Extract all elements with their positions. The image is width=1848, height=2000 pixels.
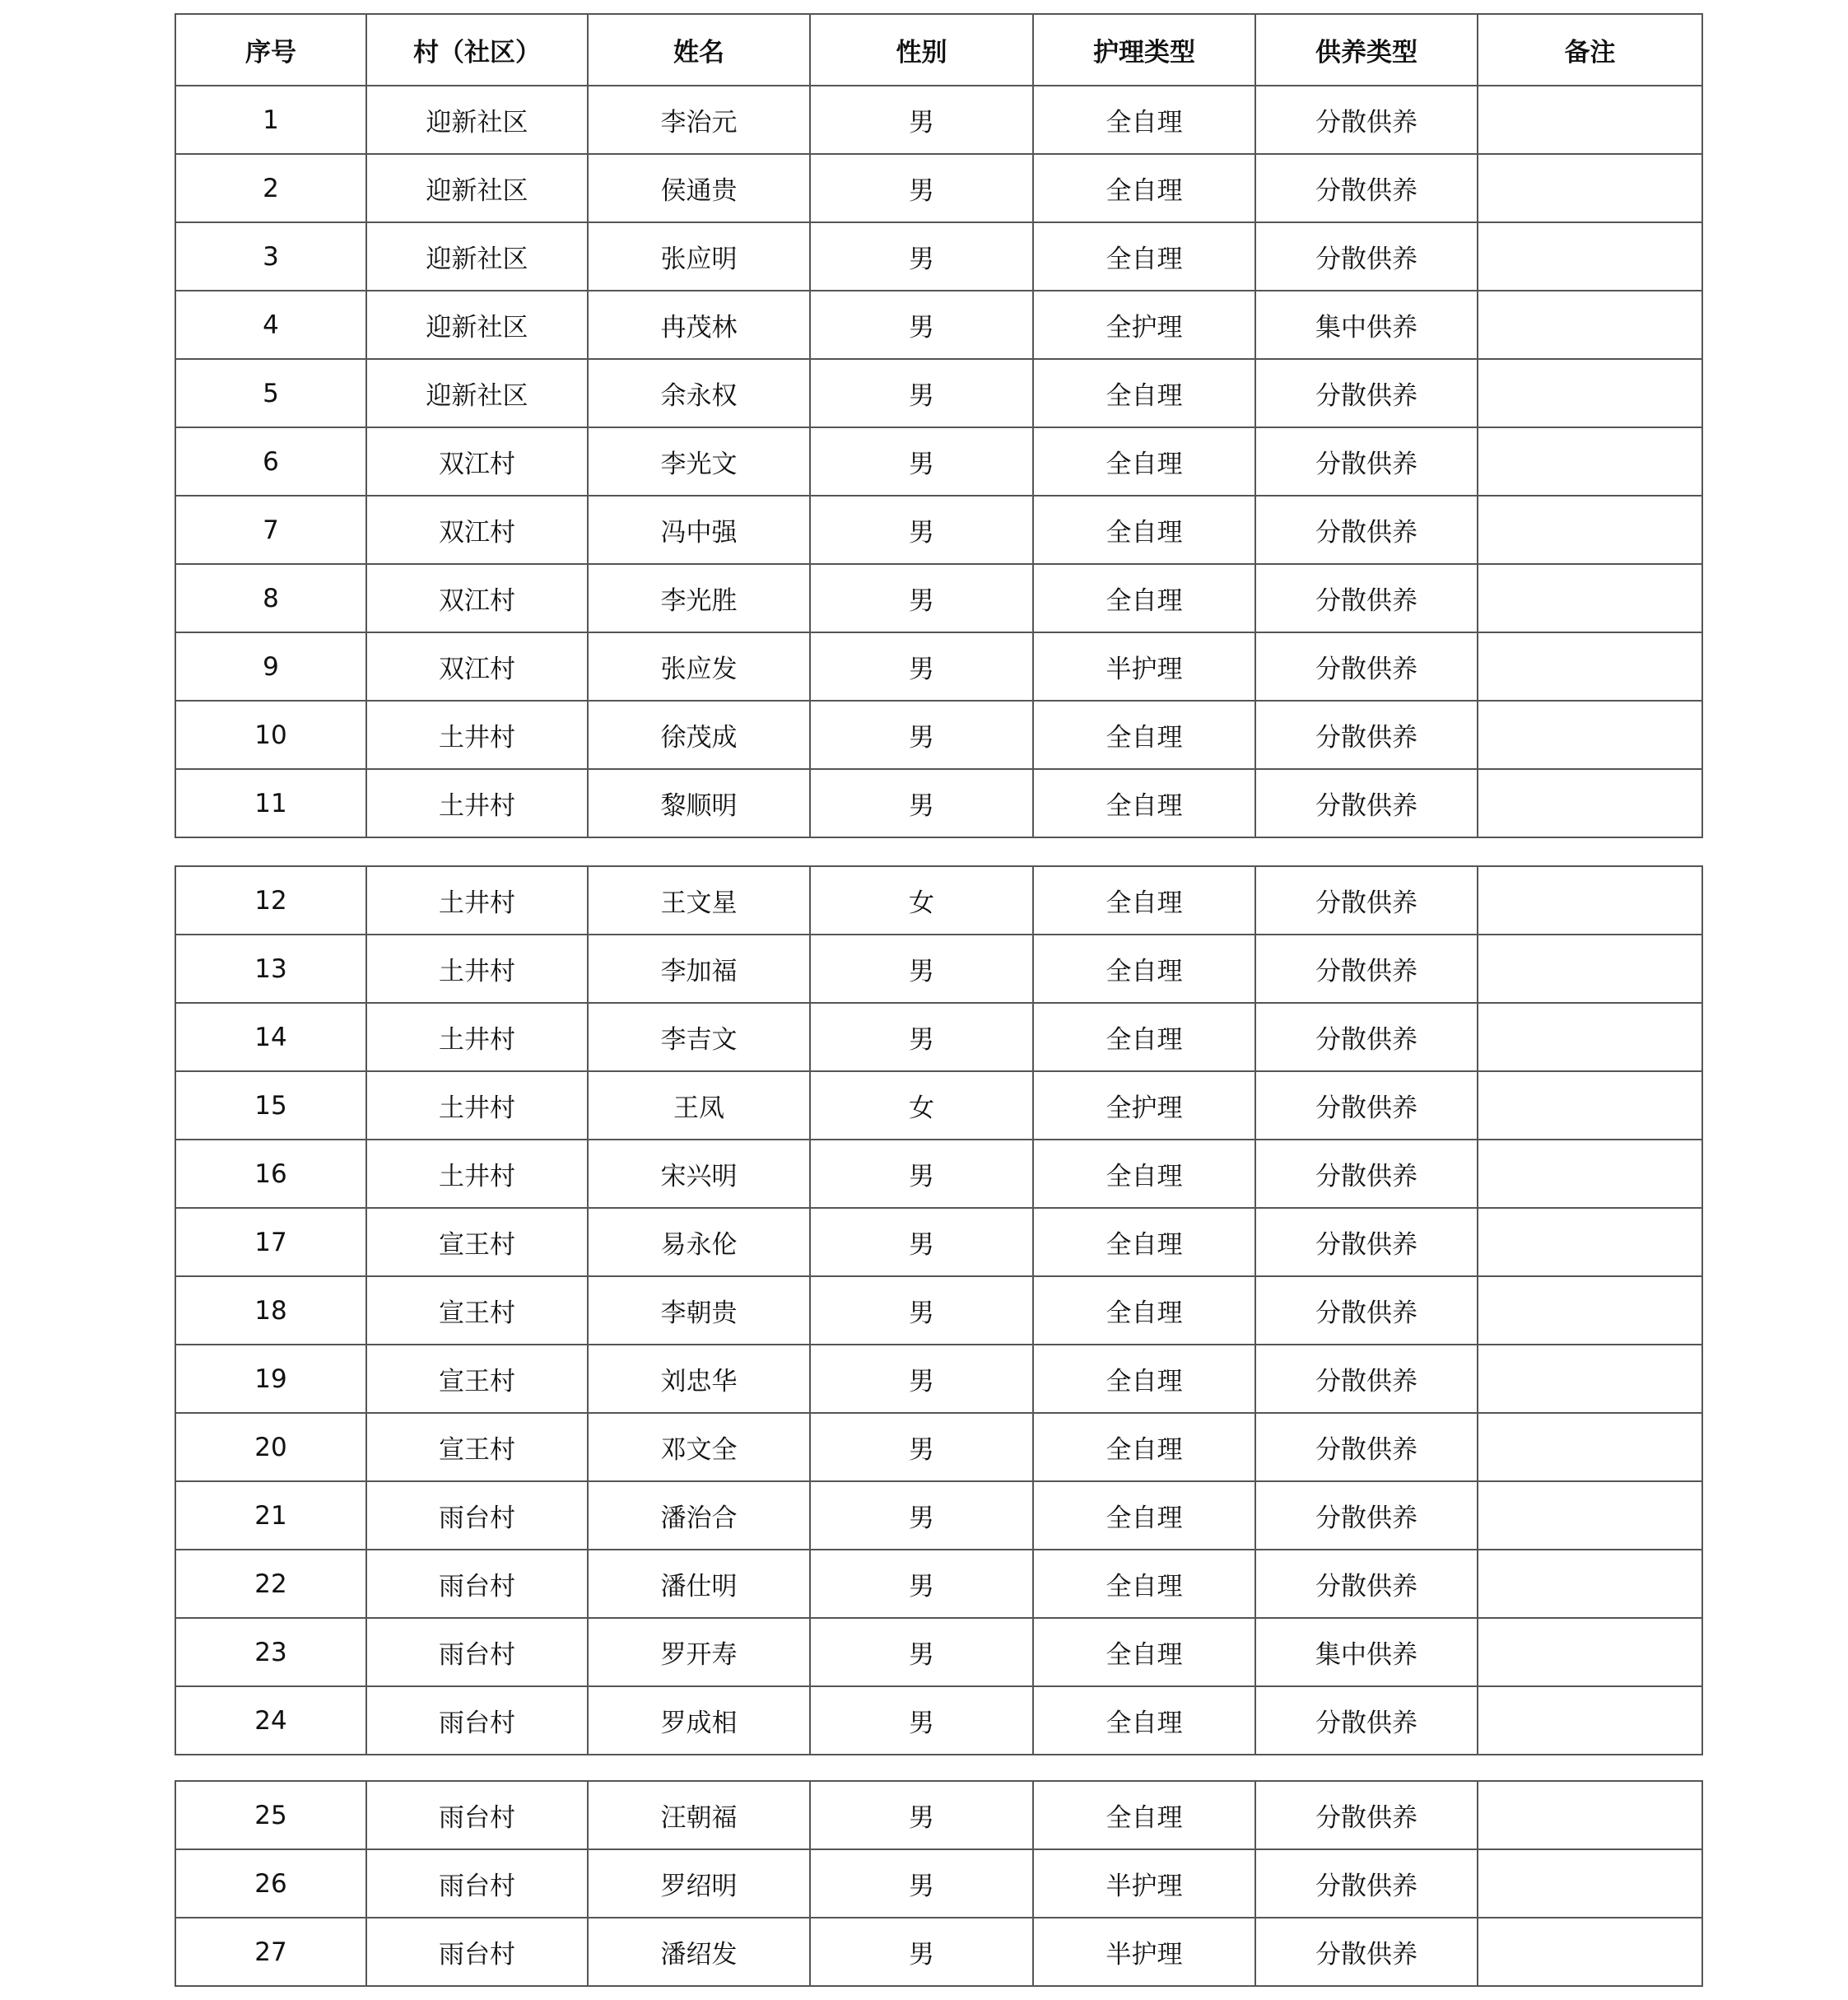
cell-village: 双江村 [366, 632, 588, 701]
cell-index: 18 [175, 1276, 366, 1345]
cell-remarks [1478, 1618, 1702, 1686]
table-row [175, 1003, 1702, 1071]
cell-remarks [1478, 1481, 1702, 1550]
cell-gender: 男 [810, 1618, 1033, 1686]
cell-care-type: 全护理 [1033, 1071, 1255, 1140]
cell-care-type: 全自理 [1033, 427, 1255, 496]
cell-gender: 男 [810, 1686, 1033, 1755]
cell-index: 19 [175, 1345, 366, 1413]
cell-name: 冉茂林 [588, 291, 810, 359]
cell-name: 李吉文 [588, 1003, 810, 1071]
cell-gender: 男 [810, 1276, 1033, 1345]
table-row [175, 1849, 1702, 1918]
cell-gender: 男 [810, 935, 1033, 1003]
table-row [175, 1345, 1702, 1413]
cell-support-type: 集中供养 [1255, 1618, 1478, 1686]
cell-index: 25 [175, 1781, 366, 1849]
header-remarks: 备注 [1478, 14, 1702, 86]
cell-gender: 男 [810, 359, 1033, 427]
cell-village: 宣王村 [366, 1276, 588, 1345]
table-row [175, 1781, 1702, 1849]
cell-remarks [1478, 1413, 1702, 1481]
cell-care-type: 全自理 [1033, 564, 1255, 632]
cell-care-type: 全自理 [1033, 1140, 1255, 1208]
cell-care-type: 全自理 [1033, 222, 1255, 291]
cell-support-type: 分散供养 [1255, 1481, 1478, 1550]
cell-gender: 男 [810, 496, 1033, 564]
table-row [175, 1071, 1702, 1140]
cell-name: 李光文 [588, 427, 810, 496]
table-row [175, 1208, 1702, 1276]
cell-support-type: 分散供养 [1255, 1550, 1478, 1618]
cell-remarks [1478, 359, 1702, 427]
cell-village: 迎新社区 [366, 154, 588, 222]
cell-remarks [1478, 935, 1702, 1003]
cell-gender: 女 [810, 1071, 1033, 1140]
cell-index: 4 [175, 291, 366, 359]
cell-name: 潘仕明 [588, 1550, 810, 1618]
table-row [175, 769, 1702, 837]
cell-care-type: 全自理 [1033, 1550, 1255, 1618]
cell-index: 22 [175, 1550, 366, 1618]
header-village: 村（社区） [366, 14, 588, 86]
cell-care-type: 全自理 [1033, 935, 1255, 1003]
cell-care-type: 全自理 [1033, 154, 1255, 222]
table-header-row [175, 14, 1702, 86]
cell-index: 10 [175, 701, 366, 769]
table-row [175, 291, 1702, 359]
cell-care-type: 全自理 [1033, 496, 1255, 564]
cell-gender: 男 [810, 427, 1033, 496]
table-row [175, 1413, 1702, 1481]
cell-village: 宣王村 [366, 1345, 588, 1413]
cell-care-type: 全自理 [1033, 701, 1255, 769]
cell-index: 16 [175, 1140, 366, 1208]
cell-village: 土井村 [366, 1003, 588, 1071]
cell-name: 余永权 [588, 359, 810, 427]
cell-village: 土井村 [366, 935, 588, 1003]
cell-remarks [1478, 222, 1702, 291]
cell-support-type: 分散供养 [1255, 935, 1478, 1003]
cell-gender: 男 [810, 632, 1033, 701]
cell-name: 王凤 [588, 1071, 810, 1140]
cell-village: 双江村 [366, 496, 588, 564]
cell-index: 11 [175, 769, 366, 837]
header-gender: 性别 [810, 14, 1033, 86]
cell-remarks [1478, 1550, 1702, 1618]
table-row [175, 1140, 1702, 1208]
cell-support-type: 分散供养 [1255, 866, 1478, 935]
cell-gender: 男 [810, 1140, 1033, 1208]
cell-remarks [1478, 154, 1702, 222]
cell-remarks [1478, 701, 1702, 769]
cell-care-type: 半护理 [1033, 1918, 1255, 1986]
cell-care-type: 全自理 [1033, 86, 1255, 154]
cell-remarks [1478, 564, 1702, 632]
cell-name: 罗开寿 [588, 1618, 810, 1686]
cell-name: 张应发 [588, 632, 810, 701]
cell-support-type: 分散供养 [1255, 86, 1478, 154]
cell-remarks [1478, 632, 1702, 701]
cell-village: 雨台村 [366, 1849, 588, 1918]
cell-support-type: 分散供养 [1255, 701, 1478, 769]
cell-care-type: 全自理 [1033, 769, 1255, 837]
table-row [175, 935, 1702, 1003]
table-row [175, 866, 1702, 935]
cell-village: 雨台村 [366, 1686, 588, 1755]
cell-remarks [1478, 866, 1702, 935]
cell-support-type: 分散供养 [1255, 1686, 1478, 1755]
cell-care-type: 全自理 [1033, 1413, 1255, 1481]
table-row [175, 632, 1702, 701]
cell-support-type: 分散供养 [1255, 1071, 1478, 1140]
cell-index: 26 [175, 1849, 366, 1918]
cell-village: 雨台村 [366, 1781, 588, 1849]
cell-support-type: 分散供养 [1255, 359, 1478, 427]
cell-care-type: 全自理 [1033, 1345, 1255, 1413]
cell-index: 23 [175, 1618, 366, 1686]
cell-name: 邓文全 [588, 1413, 810, 1481]
cell-village: 宣王村 [366, 1208, 588, 1276]
cell-care-type: 半护理 [1033, 632, 1255, 701]
table-row [175, 154, 1702, 222]
cell-index: 9 [175, 632, 366, 701]
cell-gender: 男 [810, 1849, 1033, 1918]
table-row [175, 1550, 1702, 1618]
cell-gender: 男 [810, 1481, 1033, 1550]
cell-village: 土井村 [366, 1140, 588, 1208]
cell-remarks [1478, 1849, 1702, 1918]
cell-care-type: 全自理 [1033, 866, 1255, 935]
cell-village: 宣王村 [366, 1413, 588, 1481]
cell-care-type: 全自理 [1033, 1276, 1255, 1345]
cell-village: 迎新社区 [366, 291, 588, 359]
cell-care-type: 全自理 [1033, 1208, 1255, 1276]
cell-name: 侯通贵 [588, 154, 810, 222]
cell-index: 24 [175, 1686, 366, 1755]
cell-remarks [1478, 1345, 1702, 1413]
cell-care-type: 全自理 [1033, 359, 1255, 427]
cell-care-type: 全自理 [1033, 1481, 1255, 1550]
cell-index: 21 [175, 1481, 366, 1550]
cell-remarks [1478, 1686, 1702, 1755]
cell-gender: 男 [810, 1781, 1033, 1849]
cell-gender: 男 [810, 222, 1033, 291]
cell-care-type: 全护理 [1033, 291, 1255, 359]
cell-village: 土井村 [366, 866, 588, 935]
cell-name: 罗绍明 [588, 1849, 810, 1918]
table-row [175, 427, 1702, 496]
cell-village: 土井村 [366, 1071, 588, 1140]
cell-support-type: 分散供养 [1255, 769, 1478, 837]
table-row [175, 86, 1702, 154]
cell-village: 双江村 [366, 564, 588, 632]
table-row [175, 496, 1702, 564]
cell-index: 5 [175, 359, 366, 427]
cell-village: 迎新社区 [366, 86, 588, 154]
cell-gender: 男 [810, 154, 1033, 222]
cell-index: 1 [175, 86, 366, 154]
cell-index: 12 [175, 866, 366, 935]
cell-support-type: 分散供养 [1255, 564, 1478, 632]
cell-gender: 男 [810, 291, 1033, 359]
cell-gender: 男 [810, 1208, 1033, 1276]
cell-remarks [1478, 1918, 1702, 1986]
cell-remarks [1478, 1208, 1702, 1276]
cell-remarks [1478, 291, 1702, 359]
cell-village: 迎新社区 [366, 222, 588, 291]
table-row [175, 222, 1702, 291]
cell-support-type: 分散供养 [1255, 1345, 1478, 1413]
cell-care-type: 半护理 [1033, 1849, 1255, 1918]
table-row [175, 1686, 1702, 1755]
cell-name: 易永伦 [588, 1208, 810, 1276]
cell-gender: 男 [810, 564, 1033, 632]
cell-support-type: 分散供养 [1255, 632, 1478, 701]
cell-name: 李治元 [588, 86, 810, 154]
table-body-part-2 [175, 866, 1702, 1755]
cell-support-type: 分散供养 [1255, 1003, 1478, 1071]
cell-remarks [1478, 1003, 1702, 1071]
table-row [175, 1276, 1702, 1345]
cell-support-type: 分散供养 [1255, 427, 1478, 496]
cell-gender: 男 [810, 1003, 1033, 1071]
cell-name: 黎顺明 [588, 769, 810, 837]
cell-name: 李光胜 [588, 564, 810, 632]
cell-name: 王文星 [588, 866, 810, 935]
cell-remarks [1478, 1276, 1702, 1345]
cell-index: 8 [175, 564, 366, 632]
table-row [175, 1618, 1702, 1686]
cell-name: 刘忠华 [588, 1345, 810, 1413]
cell-village: 雨台村 [366, 1550, 588, 1618]
cell-support-type: 分散供养 [1255, 1140, 1478, 1208]
cell-remarks [1478, 496, 1702, 564]
cell-gender: 男 [810, 1413, 1033, 1481]
cell-name: 冯中强 [588, 496, 810, 564]
cell-name: 潘绍发 [588, 1918, 810, 1986]
cell-name: 张应明 [588, 222, 810, 291]
cell-gender: 男 [810, 1550, 1033, 1618]
cell-index: 2 [175, 154, 366, 222]
cell-name: 李加福 [588, 935, 810, 1003]
cell-support-type: 分散供养 [1255, 1849, 1478, 1918]
cell-gender: 女 [810, 866, 1033, 935]
cell-index: 6 [175, 427, 366, 496]
cell-name: 宋兴明 [588, 1140, 810, 1208]
table-row [175, 1918, 1702, 1986]
table-row [175, 1481, 1702, 1550]
cell-remarks [1478, 1140, 1702, 1208]
cell-index: 20 [175, 1413, 366, 1481]
cell-support-type: 分散供养 [1255, 496, 1478, 564]
table-row [175, 564, 1702, 632]
header-index: 序号 [175, 14, 366, 86]
cell-index: 13 [175, 935, 366, 1003]
cell-support-type: 分散供养 [1255, 154, 1478, 222]
table-row [175, 701, 1702, 769]
cell-care-type: 全自理 [1033, 1003, 1255, 1071]
cell-index: 7 [175, 496, 366, 564]
cell-village: 迎新社区 [366, 359, 588, 427]
cell-support-type: 集中供养 [1255, 291, 1478, 359]
cell-name: 李朝贵 [588, 1276, 810, 1345]
cell-remarks [1478, 769, 1702, 837]
cell-index: 17 [175, 1208, 366, 1276]
cell-name: 汪朝福 [588, 1781, 810, 1849]
table-body-part-3 [175, 1781, 1702, 1986]
cell-support-type: 分散供养 [1255, 1413, 1478, 1481]
header-support-type: 供养类型 [1255, 14, 1478, 86]
table-body-part-1 [175, 86, 1702, 837]
cell-index: 14 [175, 1003, 366, 1071]
cell-support-type: 分散供养 [1255, 1781, 1478, 1849]
cell-support-type: 分散供养 [1255, 1276, 1478, 1345]
cell-gender: 男 [810, 769, 1033, 837]
cell-remarks [1478, 86, 1702, 154]
cell-remarks [1478, 1781, 1702, 1849]
cell-remarks [1478, 427, 1702, 496]
cell-village: 雨台村 [366, 1918, 588, 1986]
roster-table-part-2 [175, 865, 1703, 1755]
cell-gender: 男 [810, 1918, 1033, 1986]
cell-index: 27 [175, 1918, 366, 1986]
cell-remarks [1478, 1071, 1702, 1140]
cell-care-type: 全自理 [1033, 1781, 1255, 1849]
cell-care-type: 全自理 [1033, 1618, 1255, 1686]
table-row [175, 359, 1702, 427]
cell-index: 3 [175, 222, 366, 291]
cell-name: 罗成相 [588, 1686, 810, 1755]
cell-gender: 男 [810, 1345, 1033, 1413]
cell-support-type: 分散供养 [1255, 1208, 1478, 1276]
header-care-type: 护理类型 [1033, 14, 1255, 86]
cell-support-type: 分散供养 [1255, 222, 1478, 291]
cell-village: 雨台村 [366, 1481, 588, 1550]
cell-gender: 男 [810, 701, 1033, 769]
cell-gender: 男 [810, 86, 1033, 154]
roster-table-part-3 [175, 1780, 1703, 1987]
header-name: 姓名 [588, 14, 810, 86]
roster-table-part-1 [175, 13, 1703, 838]
cell-name: 徐茂成 [588, 701, 810, 769]
cell-village: 雨台村 [366, 1618, 588, 1686]
cell-index: 15 [175, 1071, 366, 1140]
cell-village: 双江村 [366, 427, 588, 496]
cell-village: 土井村 [366, 701, 588, 769]
cell-village: 土井村 [366, 769, 588, 837]
cell-name: 潘治合 [588, 1481, 810, 1550]
cell-support-type: 分散供养 [1255, 1918, 1478, 1986]
cell-care-type: 全自理 [1033, 1686, 1255, 1755]
